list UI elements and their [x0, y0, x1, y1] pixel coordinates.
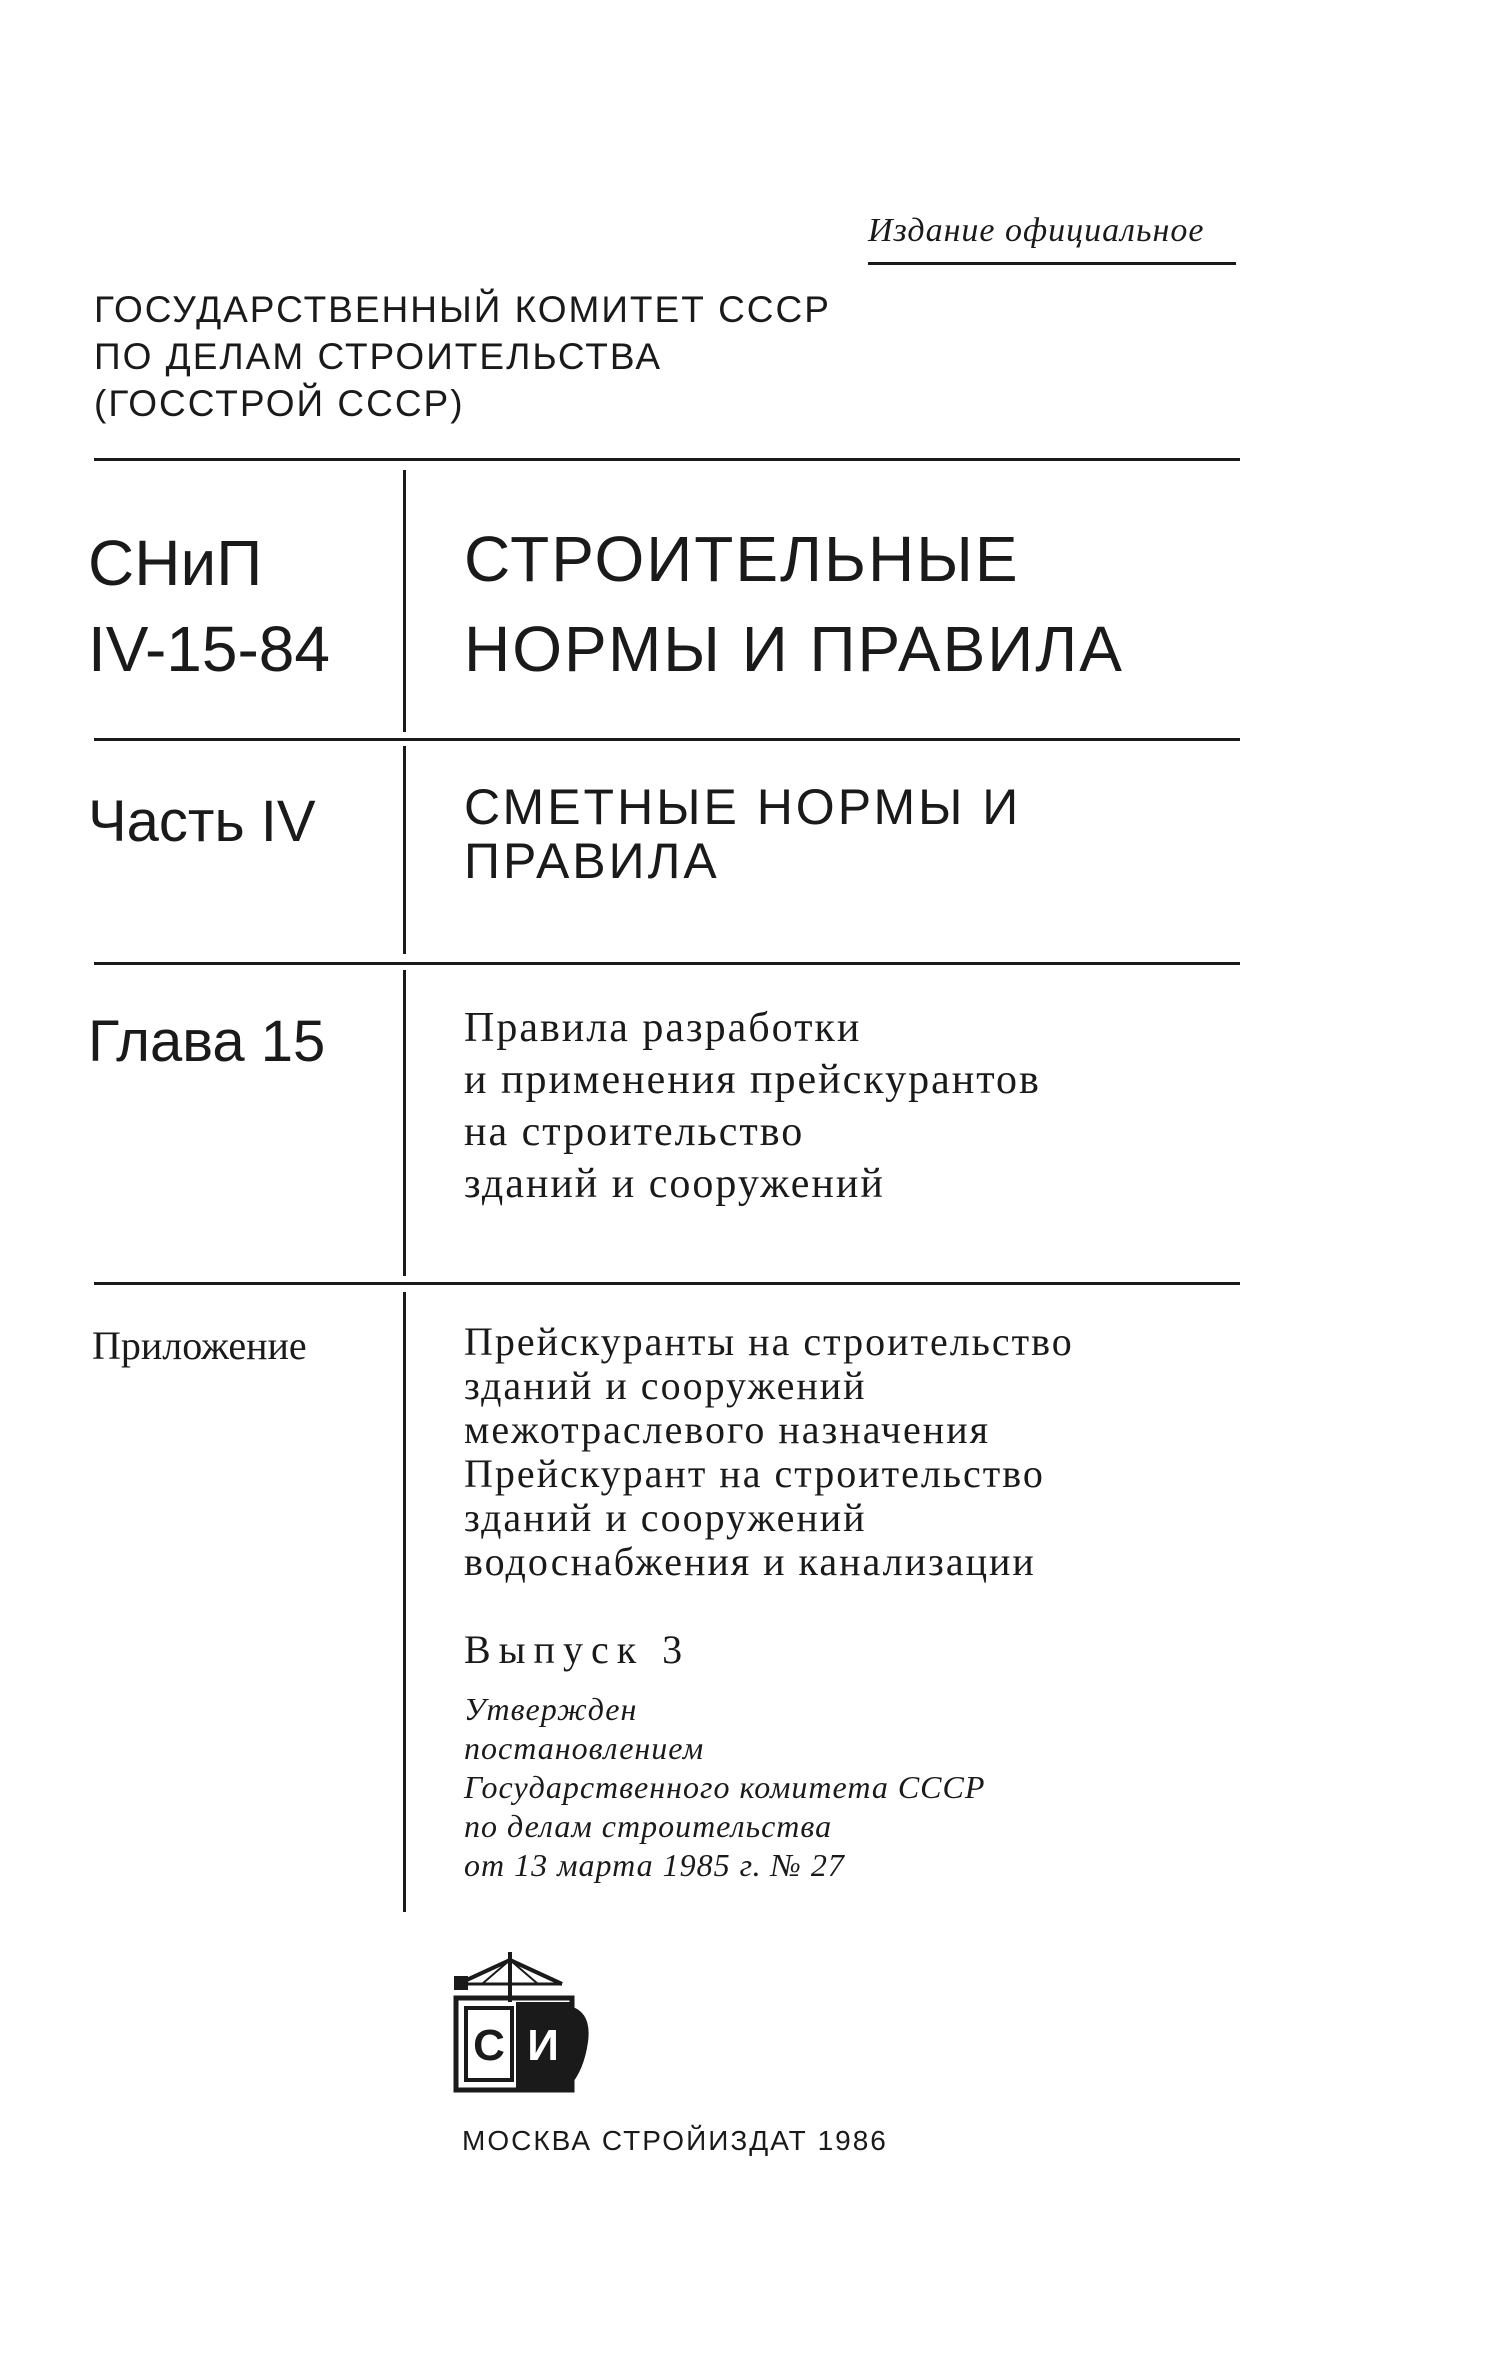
main-title: [464, 514, 1124, 694]
chapter-title-line: Правила разработки: [464, 1005, 862, 1051]
column-divider: [403, 970, 406, 1276]
section-divider: [94, 962, 1240, 965]
chapter-title: [464, 1002, 1041, 1210]
part-title: [464, 780, 1021, 888]
column-divider: [403, 1292, 406, 1912]
publisher-logo: [452, 1946, 602, 2096]
part-label: Часть IV: [88, 789, 316, 854]
appendix-title: [464, 1320, 1074, 1584]
part-title-line: СМЕТНЫЕ НОРМЫ И: [464, 779, 1022, 835]
committee-line: ПО ДЕЛАМ СТРОИТЕЛЬСТВА: [94, 336, 663, 377]
main-title-line: НОРМЫ И ПРАВИЛА: [464, 613, 1124, 685]
appendix-title-line: межотраслевого назначения: [464, 1407, 990, 1452]
committee-line: ГОСУДАРСТВЕННЫЙ КОМИТЕТ СССР: [94, 289, 831, 330]
main-title-line: СТРОИТЕЛЬНЫЕ: [464, 523, 1020, 595]
approval-line: постановлением: [464, 1730, 705, 1766]
committee-line: (ГОССТРОЙ СССР): [94, 383, 465, 424]
publisher-line: МОСКВА СТРОЙИЗДАТ 1986: [462, 2125, 888, 2156]
snip-code-line: СНиП: [88, 527, 263, 599]
snip-code-line: IV-15-84: [88, 613, 330, 685]
chapter-label: Глава 15: [88, 1009, 326, 1074]
logo-letter-s: С: [473, 2021, 505, 2070]
book-page-shape: [570, 2006, 589, 2086]
appendix-label: Приложение: [92, 1323, 307, 1368]
approval-line: от 13 марта 1985 г. № 27: [464, 1847, 845, 1883]
edition-label: Издание официальное: [868, 212, 1205, 249]
column-divider: [403, 746, 406, 954]
snip-code: [88, 520, 330, 692]
chapter-title-line: зданий и сооружений: [464, 1161, 885, 1207]
section-divider: [94, 458, 1240, 461]
chapter-title-line: на строительство: [464, 1109, 805, 1155]
section-divider: [94, 738, 1240, 741]
crane-icon: [454, 1952, 562, 2002]
section-divider: [94, 1282, 1240, 1285]
part-title-line: ПРАВИЛА: [464, 833, 720, 889]
chapter-title-line: и применения прейскурантов: [464, 1057, 1041, 1103]
appendix-title-line: Прейскуранты на строительство: [464, 1319, 1074, 1364]
appendix-title-line: водоснабжения и канализации: [464, 1539, 1036, 1584]
column-divider: [403, 470, 406, 732]
issue-number: Выпуск 3: [464, 1627, 691, 1672]
approval-note: [464, 1690, 985, 1885]
appendix-title-line: Прейскурант на строительство: [464, 1451, 1045, 1496]
appendix-title-line: зданий и сооружений: [464, 1495, 867, 1540]
approval-line: Утвержден: [464, 1691, 638, 1727]
approval-line: Государственного комитета СССР: [464, 1769, 986, 1805]
logo-letter-i: И: [527, 2021, 559, 2070]
edition-underline: [868, 262, 1236, 265]
approval-line: по делам строительства: [464, 1808, 833, 1844]
committee-block: [94, 286, 831, 427]
appendix-title-line: зданий и сооружений: [464, 1363, 867, 1408]
